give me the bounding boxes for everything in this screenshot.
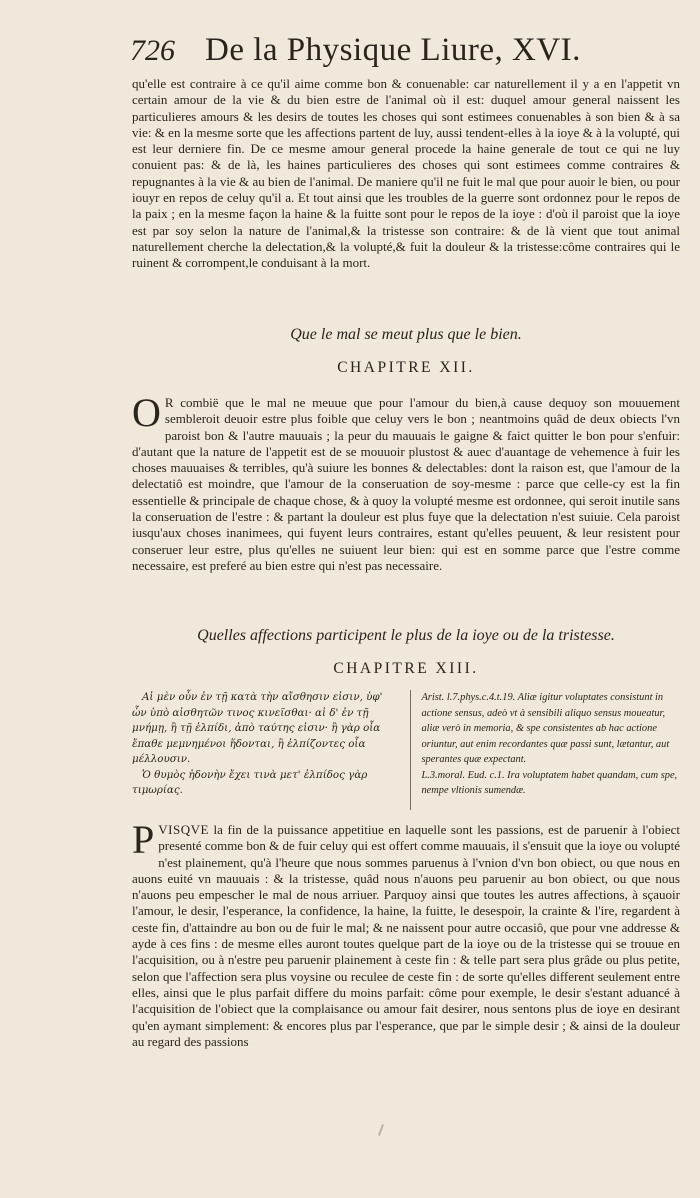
latin-citations [411,690,680,810]
chapter-12-body [132,390,680,574]
drop-cap: P [132,817,155,862]
greek-quote: Αἱ μὲν οὖν ἐν τῇ κατὰ τὴν αἴσθησιν εἰσιν, ὑφ' ὧν ὑπὸ αἰσθητῶν τινος κινεῖσθαι· αἱ δ' ἐν τῇ μνήμῃ, ἢ τῇ ἐλπίδι, ἀπὸ ταύτης εἰσιν· ἢ γὰρ οἷα ἔπαθε μεμνημένοι ἥδονται, ἢ ἐλπίζοντες οἷα μέλλουσιν. [132,691,383,765]
chapter-13-rubric: Quelles affections participent le plus de la ioye ou de la tristesse. [197,627,615,644]
opening-word: VISQVE [158,822,209,837]
greek-citations [132,690,411,810]
chapter-12-text: R combië que le mal ne meuue que pour l'amour du bien,à cause dequoy son mouuement sembleroit deuoir estre plus foible que celuy vers le bon ; neantmoins quâd de deux obiects l'vn paroist bon & l'autre mauuais ; la peur du mauuais le gaigne & faict quitter le bon pour s'enfuir: d'autant que la nature de l'appetit est de se mouuoir plustost & auec d'auantage de vehemence à fuir les choses mauuaises & terribles, qu'à suiure les bonnes & delectables: dont la raison est, que l'amour de la delectatiô est moindre, que l'amour de la conseruation de soy-mesme : parce que celle-cy est la fin essentielle & principale de chaque chose, & à quoy la volupté mesme est ordonnee, qui seroit inutile sans la conseruation de l'estre : & partant la douleur est plus fuye que la delectation n'est suiuie. Cela paroist iusqu'aux choses inanimees, qui fuyent leurs contraires, estant qu'elles peuuent, & leur resistent pour conseruer leur estre, plus qu'elles ne suiuent leur bien: qui est en somme parce que l'estre comme necessaire, est preferé au bien estre qui n'est pas necessaire. [132,395,680,573]
ink-mark [378,1124,384,1136]
chapter-12-rubric: Que le mal se meut plus que le bien. [290,326,522,343]
chapter-13-heading: CHAPITRE XIII. [333,660,479,677]
running-title: De la Physique Liure, XVI. [205,32,581,68]
latin-reference: L.3.moral. Eud. c.1. Ira voluptatem habet quandam, cum spe, nempe vltionis sumendæ. [421,769,678,796]
greek-quote: Ὁ θυμὸς ἡδονὴν ἔχει τινὰ μετ' ἐλπίδος γὰρ τιμωρίας. [132,768,368,796]
running-head [130,32,590,69]
chapter-12-heading: CHAPITRE XII. [337,359,475,376]
latin-reference: Arist. l.7.phys.c.4.t.19. Aliæ igitur voluptates consistunt in actione sensus, adeò vt à sensibili aliquo sensus moueatur, aliæ verò in memoria, & spe consistentes ab hac actione oriuntur, aut enim recordantes quæ passi sunt, lætantur, aut sperantes quæ expectant. [421,692,670,765]
citation-block [132,690,680,810]
page-number: 726 [130,34,175,67]
chapter-13-body [132,817,680,1050]
paragraph-text: qu'elle est contraire à ce qu'il aime comme bon & conuenable: car naturellement il y a en l'appetit vn certain amour de la vie & du bien estre de l'animal où il est: duquel amour general naissent les particulieres amours & les desirs de toutes les choses qui sont estimees conuenables à son bien & à sa vie: & en la mesme sorte que les affections partent de luy, aussi tendent-elles à la ioye & à la volupté, qui est leur derniere fin. De ce mesme amour general procede la haine generale de tout ce qui ne luy conuient pas: & de là, les haines particulieres des choses qui sont estimees comme contraires & repugnantes à la vie & au bien de l'animal. De maniere qu'il ne fuit le mal que pour auoir le bien, ou pour iouyr en repos de celuy qu'il a. Et tout ainsi que les troubles de la guerre sont ordonnez pour le repos de la paix ; en la mesme façon la haine & la fuitte sont pour le repos de la ioye : d'où il paroist que la ioye est par soy selon la nature de l'animal,& la tristesse son contraire: & de là vient que tout animal naturellement cherche la delectation,& la volupté,& fuit la douleur & la tristesse:côme contraires qui le ruinent & corrompent,le conduisant à la mort. [132,76,680,271]
chapter-13-text-body: la fin de la puissance appetitiue en laquelle sont les passions, est de paruenir à l'obiect presenté comme bon & de fuir celuy qui est offert comme mauuais, il s'ensuit que la ioye ou volupté n'est plainement, qu'à l'heure que nous sommes paruenus à l'vnion d'vn bon obiect, ou que nous en auons euité vn mauuais : & la tristesse, quâd nous n'auons peu paruenir au bon obiect, ou que nous n'auons peu empescher le mal de nous arriuer. Parquoy ainsi que toutes les autres affections, à sçauoir l'amour, le desir, l'esperance, la confidence, la haine, la fuitte, le desespoir, la crainte & l'ire, regardent à ceste fin, d'attaindre au bon ou de fuir le mal; & ne naissent pour autre occasiô, que pour vne addresse & ayde à ces fins : de mesme elles auront toutes quelque part de la ioye ou de la tristesse qui se trouue en l'acquisition, ou à n'estre peu paruenir plainement à ceste fin : & telle part sera plus grâde ou plus petite, selon que l'affection sera plus voysine ou reculee de ceste fin : de sorte qu'elles different seulement entre elles, ainsi que le plus parfait differe du moins parfait: côme pour exemple, le desir s'estant aduancé à l'acquisition de l'obiect que la complaisance ou amour fait desirer, nous sentons plus de ioye en desirant qu'en aymant simplement: & encores plus par l'esperance, que par le simple desir ; & ainsi de la douleur au regard des passions [132,822,680,1049]
paragraph-continuation [132,76,680,272]
chapter-13-text [132,817,680,1050]
drop-cap: O [132,390,161,435]
